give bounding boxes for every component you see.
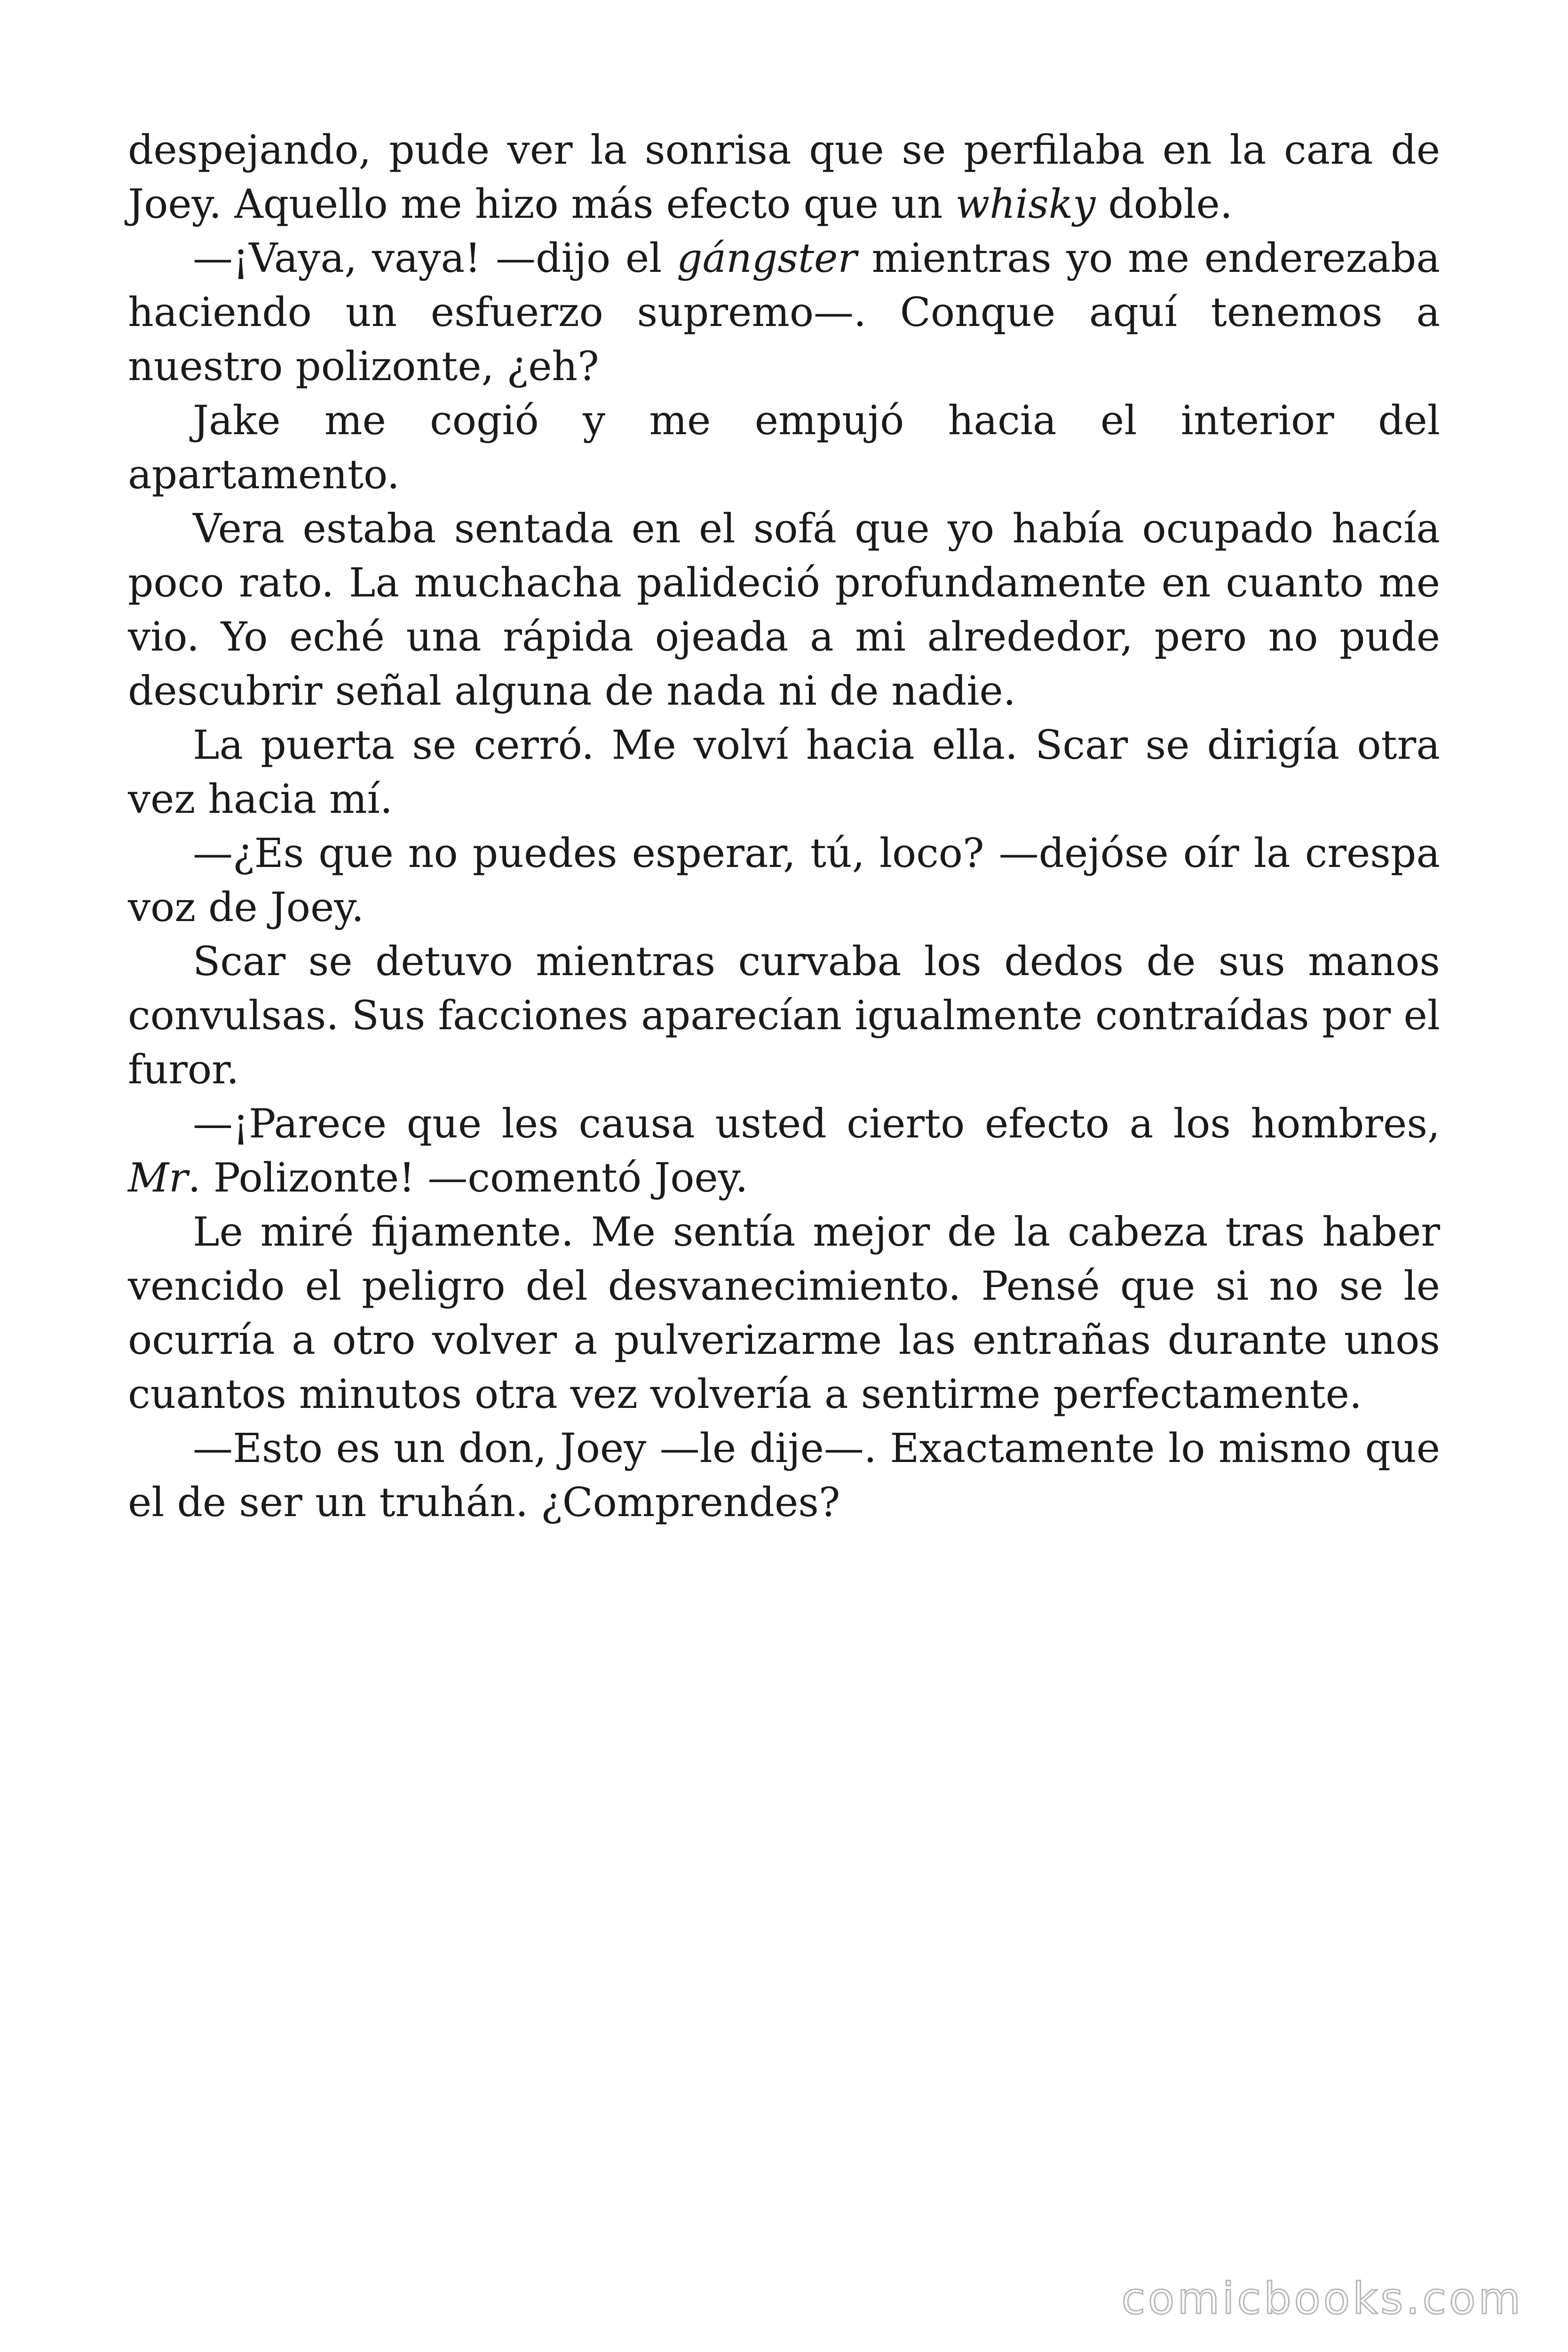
paragraph xyxy=(128,502,1440,718)
text-run: Jake me cogió y me empujó hacia el interior del apartamento. xyxy=(128,397,1440,498)
text-run: . Polizonte! —comentó Joey. xyxy=(188,1155,748,1201)
text-run: Vera estaba sentada en el sofá que yo había ocupado hacía poco rato. La muchacha palideció profundamente en cuanto me vio. Yo eché una rápida ojeada a mi alrededor, pero no pude descubrir señal alguna de nada ni de nadie. xyxy=(128,506,1440,715)
page-body xyxy=(128,123,1440,1530)
text-run: doble. xyxy=(1095,181,1233,228)
italic-text-run: Mr xyxy=(128,1155,188,1201)
paragraph xyxy=(128,394,1440,502)
text-run: Scar se detuvo mientras curvaba los dedos de sus manos convulsas. Sus facciones aparecían igualmente contraídas por el furor. xyxy=(128,938,1440,1093)
paragraph xyxy=(128,718,1440,826)
text-run: despejando, pude ver la sonrisa que se perfilaba en la cara de Joey. Aquello me hizo más efecto que un xyxy=(128,127,1440,228)
text-run: —Esto es un don, Joey —le dije—. Exactamente lo mismo que el de ser un truhán. ¿Comprendes? xyxy=(128,1425,1440,1526)
paragraph xyxy=(128,1097,1440,1205)
paragraph xyxy=(128,1205,1440,1422)
text-run: —¡Vaya, vaya! —dijo el xyxy=(193,235,677,282)
text-run: —¿Es que no puedes esperar, tú, loco? —dejóse oír la crespa voz de Joey. xyxy=(128,830,1440,931)
italic-text-run: whisky xyxy=(955,181,1096,228)
paragraph xyxy=(128,935,1440,1097)
italic-text-run: gángster xyxy=(677,235,857,282)
paragraph xyxy=(128,231,1440,394)
text-run: mientras yo me enderezaba haciendo un esfuerzo supremo—. Conque aquí tenemos a nuestro polizonte, ¿eh? xyxy=(128,235,1440,390)
text-run: —¡Parece que les causa usted cierto efecto a los hombres, xyxy=(193,1101,1440,1147)
watermark: comicbooks.com xyxy=(1121,2273,1523,2324)
paragraph xyxy=(128,123,1440,231)
text-run: Le miré fijamente. Me sentía mejor de la cabeza tras haber vencido el peligro del desvanecimiento. Pensé que si no se le ocurría a otro volver a pulverizarme las entrañas durante unos cuantos minutos otra vez volvería a sentirme perfectamente. xyxy=(128,1209,1440,1418)
paragraph xyxy=(128,826,1440,935)
paragraph xyxy=(128,1422,1440,1530)
text-run: La puerta se cerró. Me volví hacia ella. Scar se dirigía otra vez hacia mí. xyxy=(128,722,1440,823)
